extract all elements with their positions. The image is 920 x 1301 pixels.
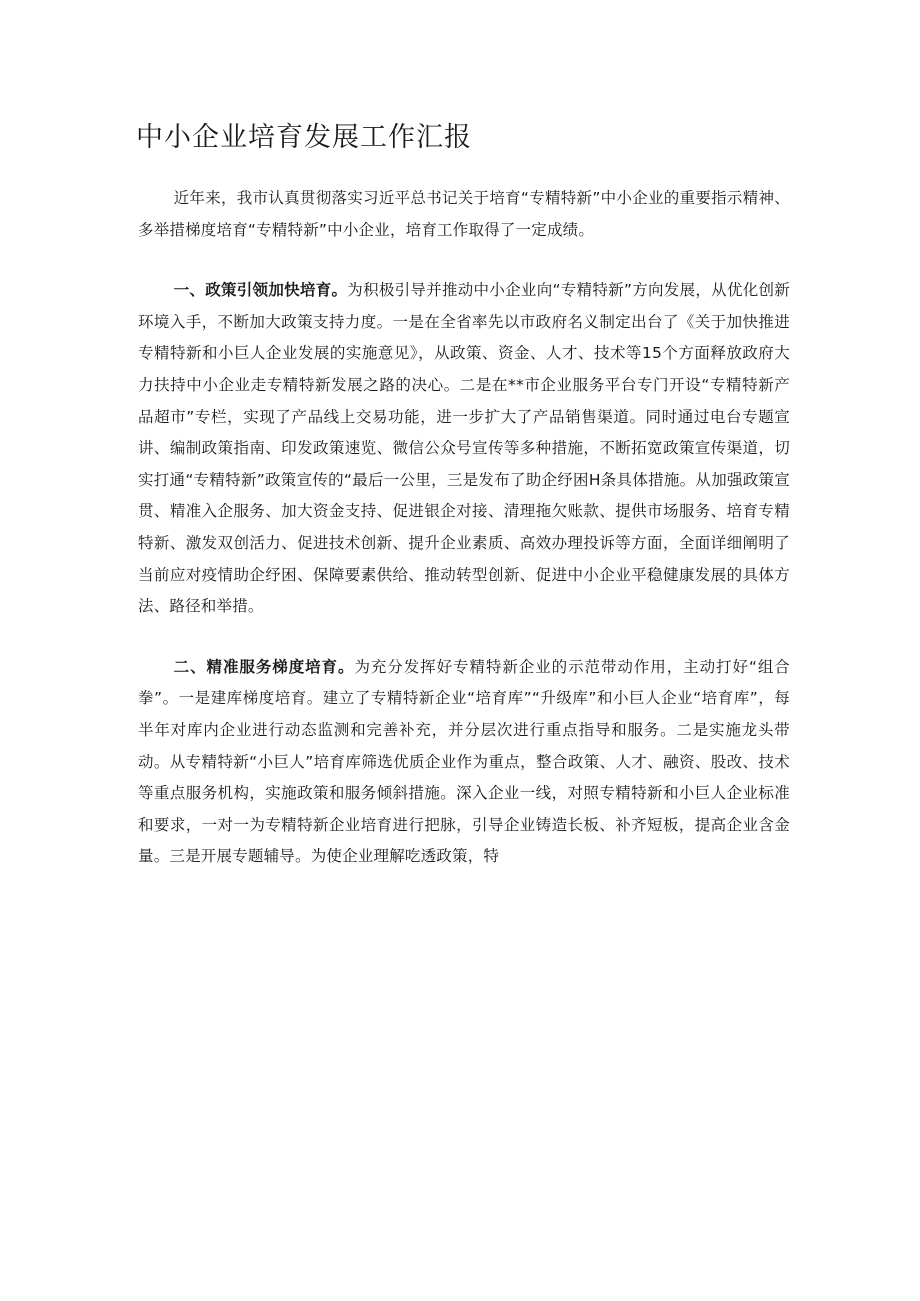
intro-paragraph: 近年来，我市认真贯彻落实习近平总书记关于培育“专精特新”中小企业的重要指示精神、多举措梯度培育“专精特新”中小企业，培育工作取得了一定成绩。 bbox=[138, 189, 790, 239]
section-1-body: 为积极引导并推动中小企业向“专精特新”方向发展，从优化创新环境入手，不断加大政策支持力度。一是在全省率先以市政府名义制定出台了《关于加快推进专精特新和小巨人企业发展的实施意见》，从政策、资金、人才、技术等15个方面释放政府大力扶持中小企业走专精特新发展之路的决心。二是在**市企业服务平台专门开设“专精特新产品超市”专栏，实现了产品线上交易功能，进一步扩大了产品销售渠道。同时通过电台专题宣讲、编制政策指南、印发政策速览、微信公众号宣传等多种措施，不断拓宽政策宣传渠道，切实打通“专精特新”政策宣传的“最后一公里，三是发布了助企纾困H条具体措施。从加强政策宣贯、精准入企服务、加大资金支持、促进银企对接、清理拖欠账款、提供市场服务、培育专精特新、激发双创活力、促进技术创新、提升企业素质、高效办理投诉等方面，全面详细阐明了当前应对疫情助企纾困、保障要素供给、推动转型创新、促进中小企业平稳健康发展的具体方法、路径和举措。 bbox=[138, 281, 790, 616]
section-2-body: 为充分发挥好专精特新企业的示范带动作用，主动打好“组合拳”。一是建库梯度培育。建立了专精特新企业“培育库”“升级库”和小巨人企业“培育库”，每半年对库内企业进行动态监测和完善补充，并分层次进行重点指导和服务。二是实施龙头带动。从专精特新“小巨人”培育库筛选优质企业作为重点，整合政策、人才、融资、股改、技术等重点服务机构，实施政策和服务倾斜措施。深入企业一线，对照专精特新和小巨人企业标准和要求，一对一为专精特新企业培育进行把脉，引导企业铸造长板、补齐短板，提高企业含金量。三是开展专题辅导。为使企业理解吃透政策，特 bbox=[138, 657, 790, 866]
document-body bbox=[138, 183, 790, 873]
section-1-heading: 一、政策引领加快培育。 bbox=[173, 281, 348, 300]
document-title: 中小企业培育发展工作汇报 bbox=[136, 122, 472, 153]
section-2-heading: 二、精准服务梯度培育。 bbox=[173, 657, 355, 676]
section-1-paragraph bbox=[138, 275, 790, 623]
section-2-paragraph bbox=[138, 652, 790, 873]
